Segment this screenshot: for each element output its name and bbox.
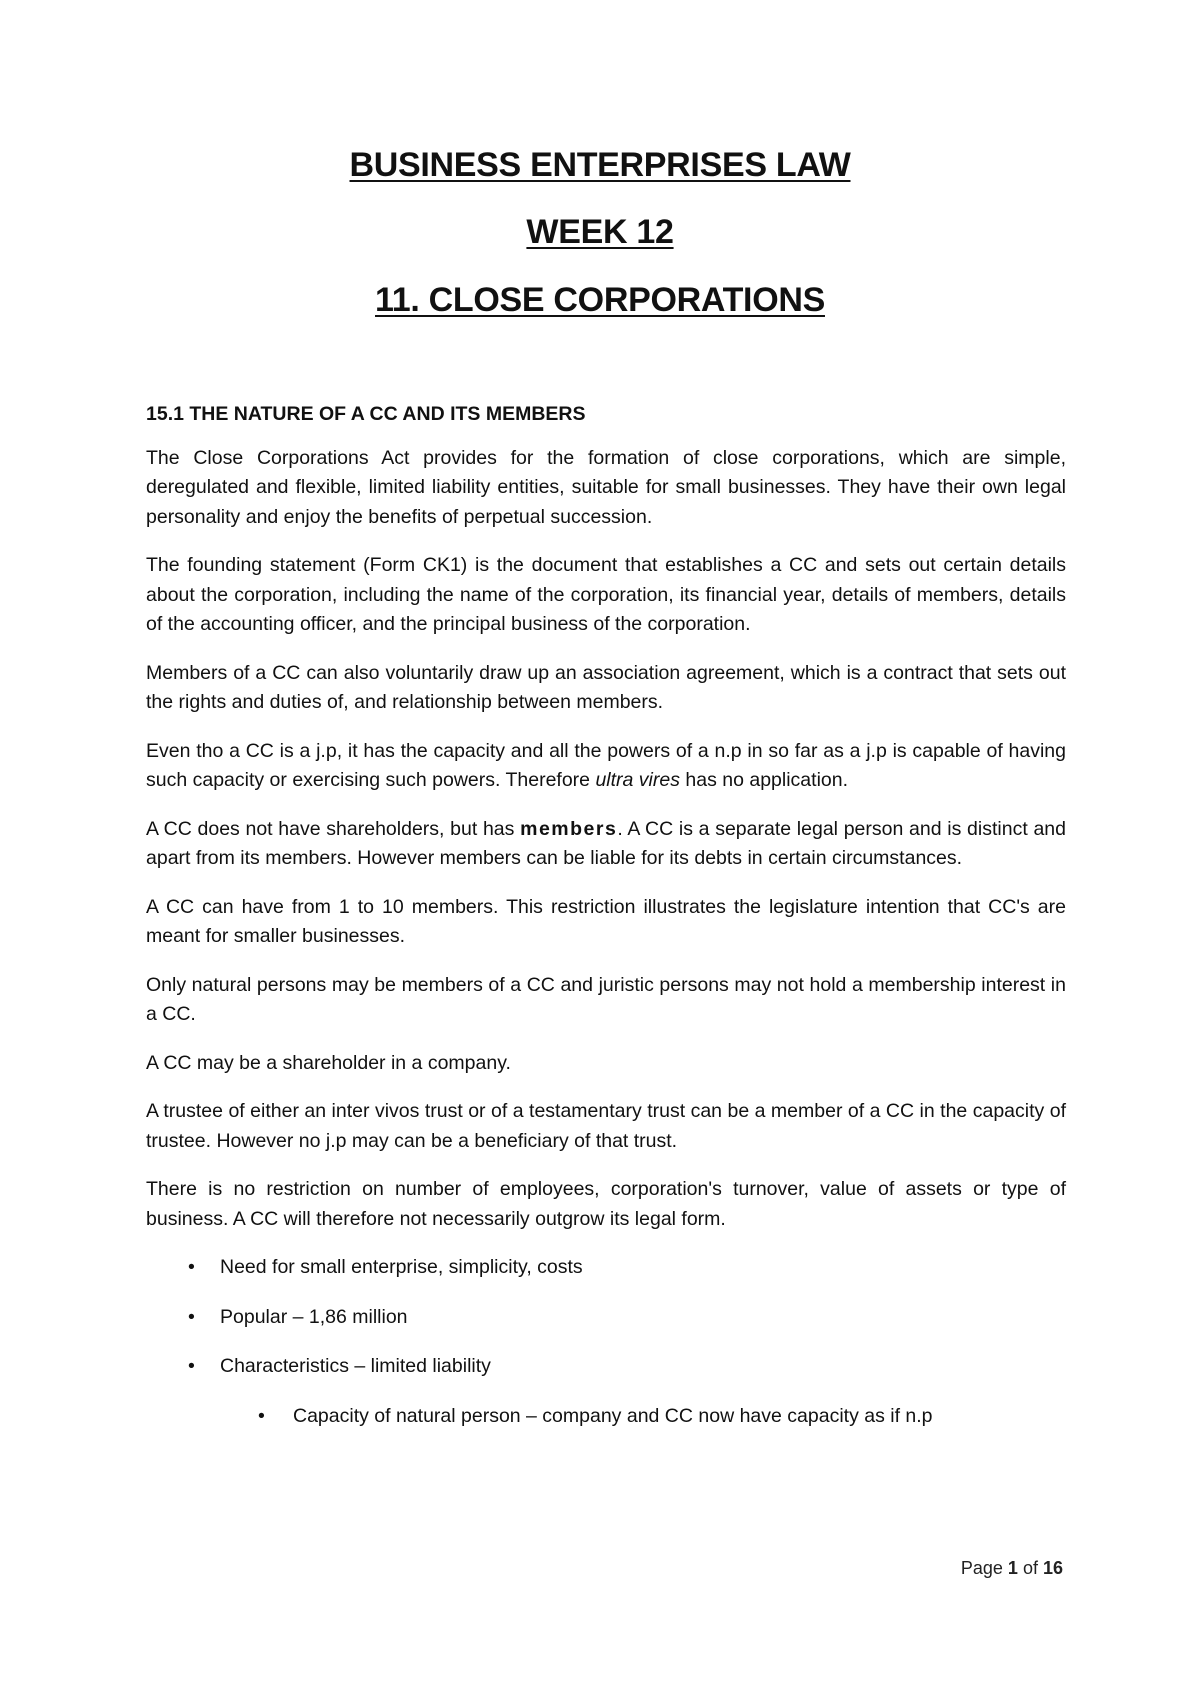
week-title: WEEK 12 bbox=[526, 213, 674, 251]
list-item bbox=[146, 1352, 1066, 1382]
paragraph: There is no restriction on number of employees, corporation's turnover, value of assets or type of business. A CC will therefore not necessarily outgrow its legal form. bbox=[146, 1178, 1066, 1230]
list-item-text: Capacity of natural person – company and CC now have capacity as if n.p bbox=[293, 1404, 933, 1427]
paragraph: Only natural persons may be members of a CC and juristic persons may not hold a membership interest in a CC. bbox=[146, 973, 1066, 1025]
text-run: A CC does not have shareholders, but has bbox=[146, 817, 521, 840]
sub-list-item bbox=[146, 1402, 1066, 1432]
paragraph: A CC can have from 1 to 10 members. This restriction illustrates the legislature intention that CC's are meant for smaller businesses. bbox=[146, 895, 1066, 947]
document-body bbox=[146, 400, 1066, 1451]
of-label: of bbox=[1022, 1558, 1038, 1578]
text-run: Even tho a CC is a j.p, it has the capacity and all the powers of a n.p in so far as a j.p is capable of having such capacity or exercising such powers. Therefore bbox=[146, 739, 1066, 791]
chapter-title: 11. CLOSE CORPORATIONS bbox=[375, 281, 825, 319]
section-heading: 15.1 THE NATURE OF A CC AND ITS MEMBERS bbox=[146, 403, 586, 425]
page-label: Page bbox=[960, 1558, 1003, 1578]
text-run: . A CC is a separate legal person and is distinct and apart from its members. However members can be liable for its debts in certain circumstances. bbox=[146, 817, 1066, 869]
list-item bbox=[146, 1253, 1066, 1283]
paragraph-ultra-vires bbox=[146, 737, 1066, 796]
page-footer bbox=[961, 1558, 1063, 1579]
text-run: has no application. bbox=[679, 769, 849, 791]
paragraph: A trustee of either an inter vivos trust or of a testamentary trust can be a member of a CC in the capacity of trustee. However no j.p may can be a beneficiary of that trust. bbox=[146, 1100, 1066, 1152]
document-title: BUSINESS ENTERPRISES LAW bbox=[349, 146, 851, 184]
paragraph: Members of a CC can also voluntarily draw up an association agreement, which is a contract that sets out the rights and duties of, and relationship between members. bbox=[146, 661, 1066, 713]
paragraph: The founding statement (Form CK1) is the document that establishes a CC and sets out certain details about the corporation, including the name of the corporation, its financial year, details of members, details of the accounting officer, and the principal business of the corporation. bbox=[146, 554, 1066, 635]
list-item-text: Need for small enterprise, simplicity, costs bbox=[220, 1256, 583, 1278]
paragraph: A CC may be a shareholder in a company. bbox=[146, 1051, 511, 1074]
italic-term: ultra vires bbox=[595, 769, 680, 791]
list-item-text: Characteristics – limited liability bbox=[220, 1355, 491, 1377]
list-item-text: Popular – 1,86 million bbox=[220, 1305, 408, 1328]
bullet-icon: • bbox=[258, 1404, 265, 1427]
bullet-list bbox=[146, 1253, 1066, 1431]
bullet-icon: • bbox=[188, 1256, 195, 1278]
page-total: 16 bbox=[1042, 1558, 1063, 1578]
bullet-icon: • bbox=[188, 1305, 195, 1328]
paragraph-members bbox=[146, 815, 1066, 874]
page-number: 1 bbox=[1007, 1558, 1018, 1578]
bullet-icon: • bbox=[188, 1355, 195, 1377]
list-item bbox=[146, 1303, 1066, 1333]
paragraph: The Close Corporations Act provides for the formation of close corporations, which are simple, deregulated and flexible, limited liability entities, suitable for small businesses. They have their own legal personality and enjoy the benefits of perpetual succession. bbox=[146, 446, 1066, 528]
bold-term: members bbox=[520, 817, 618, 840]
